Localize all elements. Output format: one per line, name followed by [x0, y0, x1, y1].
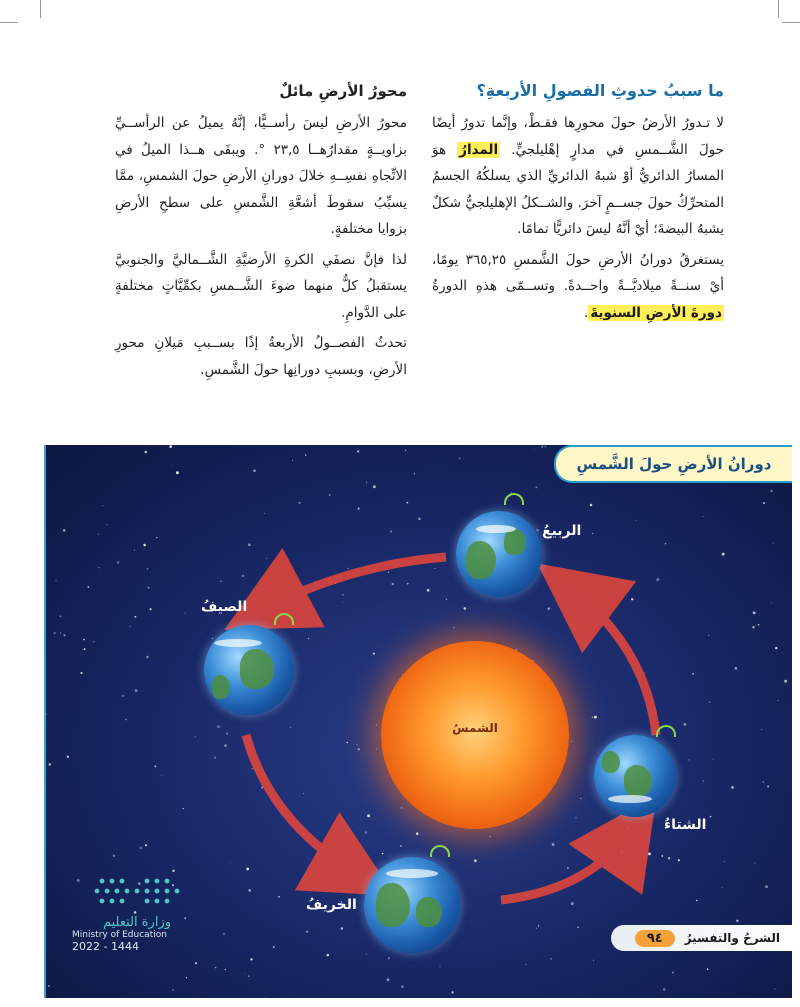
figure-title-tab: دورانُ الأرضِ حولَ الشَّمسِ	[554, 445, 792, 483]
crop-mark-top-left	[40, 0, 41, 18]
earth-winter	[594, 735, 676, 817]
section-heading-axis: محورُ الأرضِ مائلٌ	[279, 82, 407, 100]
season-label-spring: الربيعُ	[542, 523, 582, 539]
earth-orbit-figure	[44, 445, 792, 998]
left-column	[115, 76, 407, 387]
ministry-logo	[72, 875, 202, 953]
orbit-arrow-autumn-winter	[501, 825, 636, 900]
earth-summer	[204, 625, 294, 715]
term-orbit: المدارُ	[459, 141, 499, 158]
right-column	[432, 76, 724, 330]
paragraph-annual-cycle	[432, 247, 724, 327]
season-label-autumn: الخريفُ	[306, 897, 357, 913]
ministry-dots-icon	[92, 875, 182, 909]
orbit-arrow-spring-summer	[256, 557, 446, 613]
paragraph-axis-tilt: محورُ الأرضِ ليسَ رأســيًّا، إنَّهُ يميلُ عن الرأســيِّ بزاويــةٍ مقدارُهــا ٢٣,٥ °. ويبقَى هــذا الميلُ في الاتِّجاهِ نفسِــهِ خلالَ دورانِ الأرضِ حولَ الشمسِ، ممَّا يسبِّبُ سقوطَ أشعَّةِ الشَّمسِ على سطحِ الأرضِ بزوايا مختلفةٍ.	[115, 115, 407, 237]
text-orbit-def: هوَ المسارُ الدائريُّ أوْ شبهُ الدائريِّ الذي يسلكُهُ الجسمُ المتحرِّكُ حولَ جســمٍ آخرَ. والشــكلُ الإهليلجيُّ شكلٌ يشبهُ البيضةَ؛ أيْ أنَّهُ ليسَ دائريًّا تمامًا.	[432, 141, 724, 237]
earth-spring	[456, 511, 542, 597]
crop-mark-right-h	[782, 22, 800, 23]
paragraph-orbit	[432, 110, 724, 243]
section-heading-seasons: ما سببُ حدوثِ الفصولِ الأربعةِ؟	[476, 81, 724, 100]
text-annual-intro: يستغرقُ دورانُ الأرضِ حولَ الشَّمسِ ٣٦٥,٢٥ يومًا، أيْ سنــةً ميلاديَّــةً واحــدةً. وتســمّى هذهِ الدورةُ	[432, 251, 724, 294]
orbit-arrow-winter-spring	[566, 585, 656, 735]
crop-mark-left-h	[0, 22, 18, 23]
orbit-arrow-summer-autumn	[246, 735, 364, 878]
season-label-winter: الشتاءُ	[664, 817, 707, 833]
page-footer-bar	[611, 925, 792, 951]
edition-year: 2022 - 1444	[72, 940, 139, 953]
crop-mark-top-right	[778, 0, 779, 18]
earth-autumn	[364, 857, 460, 953]
sun-label: الشمسُ	[452, 721, 498, 735]
page-number: ٩٤	[635, 930, 675, 947]
paragraph-seasons-cause: تحدثُ الفصــولُ الأربعةُ إذًا بســببِ مَيلانِ محورِ الأرضِ، وبسببِ دورانِها حولَ الشَّمسِ.	[115, 335, 407, 378]
text-orbit-intro: لا تـدورُ الأرضُ حولَ محورِها فقـطْ، وإنَّما تدورُ أيضًا حولَ الشَّــمسِ في مدارٍ إهْليلجيٍّ.	[432, 115, 724, 158]
text-annual-end: .	[583, 304, 589, 321]
term-annual-cycle: دورةَ الأرضِ السنويةَ	[590, 304, 722, 321]
ministry-name-ar: وزارة التعليم	[102, 915, 172, 930]
section-label: الشرحُ والتفسيرُ	[684, 931, 780, 945]
ministry-name-en: Ministry of Education	[72, 930, 167, 940]
sun	[381, 641, 569, 829]
season-label-summer: الصيفُ	[201, 599, 248, 615]
paragraph-hemispheres: لذا فإنَّ نصفَي الكرةِ الأرضيَّةِ الشَّــماليَّ والجنوبيَّ يستقبلُ كلٌّ منهما ضوءَ الشَّــمسِ بكمِّيَّاتٍ مختلفةٍ على الدَّوامِ.	[115, 251, 407, 321]
